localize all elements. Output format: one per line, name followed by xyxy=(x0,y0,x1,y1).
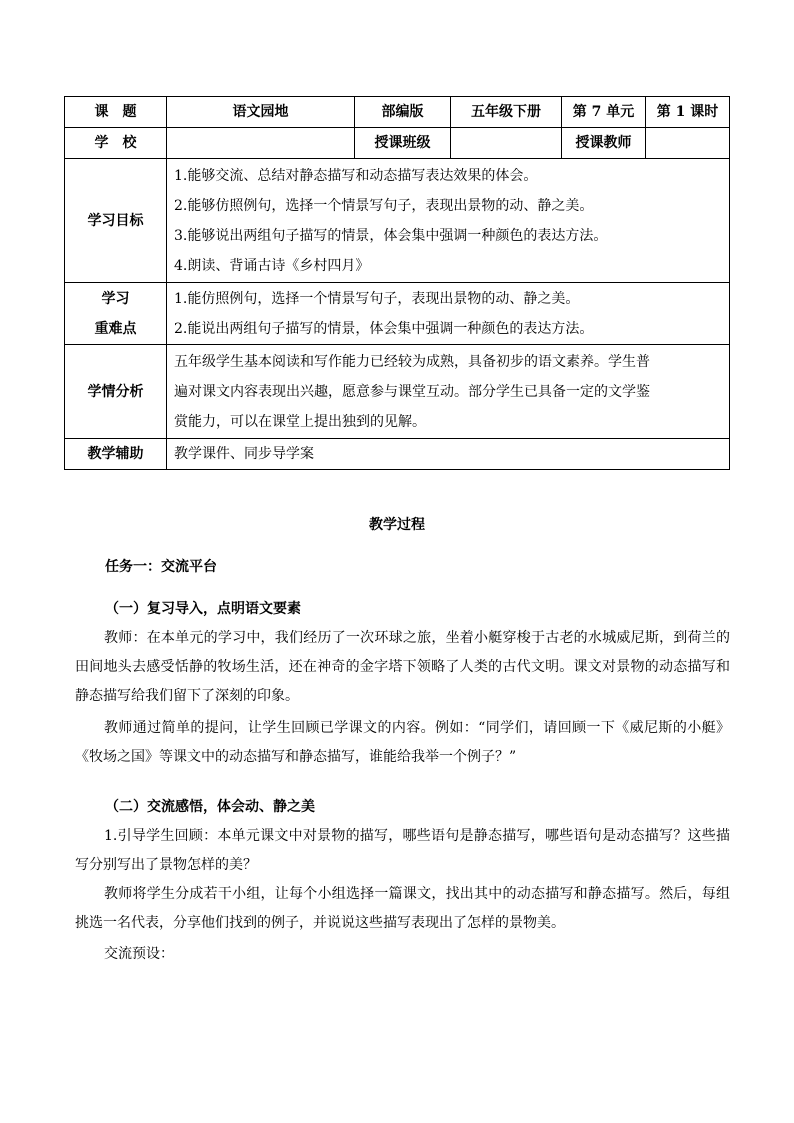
analysis-line: 遍对课文内容表现出兴趣，愿意参与课堂互动。部分学生已具备一定的文学鉴 xyxy=(174,383,650,400)
analysis-content xyxy=(167,345,730,439)
task-heading: 任务一：交流平台 xyxy=(105,559,217,575)
keypoints-label-line1: 学习 xyxy=(101,290,130,307)
school-value xyxy=(167,128,355,159)
analysis-line: 五年级学生基本阅读和写作能力已经较为成熟，具备初步的语文素养。学生普 xyxy=(174,353,650,370)
row-analysis xyxy=(65,345,730,439)
goal-item: 1.能够交流、总结对静态描写和动态描写表达效果的体会。 xyxy=(174,167,538,184)
goals-content xyxy=(167,159,730,283)
aids-label: 教学辅助 xyxy=(65,439,167,470)
teacher-label: 授课教师 xyxy=(562,128,646,159)
goal-item: 2.能够仿照例句，选择一个情景写句子，表现出景物的动、静之美。 xyxy=(174,197,594,214)
grade-value: 五年级下册 xyxy=(451,97,562,128)
paragraph-4: 教师将学生分成若干小组，让每个小组选择一篇课文，找出其中的动态描写和静态描写。然后，每组挑选一名代表，分享他们找到的例子，并说说这些描写表现出了怎样的景物美。 xyxy=(75,886,730,931)
paragraph-1: 教师：在本单元的学习中，我们经历了一次环球之旅，坐着小艇穿梭于古老的水城威尼斯，到荷兰的田间地头去感受恬静的牧场生活，还在神奇的金字塔下领略了人类的古代文明。课文对景物的动态描写和静态描写给我们留下了深刻的印象。 xyxy=(75,630,730,704)
goals-label: 学习目标 xyxy=(65,159,167,283)
paragraph-2: 教师通过简单的提问，让学生回顾已学课文的内容。例如：“同学们，请回顾一下《威尼斯的小艇》《牧场之国》等课文中的动态描写和静态描写，谁能给我举一个例子？” xyxy=(75,720,730,765)
row-topic xyxy=(65,97,730,128)
analysis-line: 赏能力，可以在课堂上提出独到的见解。 xyxy=(174,413,426,430)
goal-item: 4.朗读、背诵古诗《乡村四月》 xyxy=(174,257,370,274)
class-label: 授课班级 xyxy=(355,128,451,159)
topic-value: 语文园地 xyxy=(167,97,355,128)
section-heading-2: （二）交流感悟，体会动、静之美 xyxy=(105,799,315,815)
keypoints-content xyxy=(167,283,730,345)
analysis-label: 学情分析 xyxy=(65,345,167,439)
row-goals xyxy=(65,159,730,283)
row-keypoints xyxy=(65,283,730,345)
class-value xyxy=(451,128,562,159)
section-heading-1: （一）复习导入，点明语文要素 xyxy=(105,601,301,617)
paragraph-5: 交流预设： xyxy=(104,946,174,962)
row-school xyxy=(65,128,730,159)
edition-value: 部编版 xyxy=(355,97,451,128)
aids-value: 教学课件、同步导学案 xyxy=(167,439,730,470)
keypoint-item: 2.能说出两组句子描写的情景，体会集中强调一种颜色的表达方法。 xyxy=(174,320,594,337)
topic-label: 课 题 xyxy=(65,97,167,128)
paragraph-3: 1.引导学生回顾：本单元课文中对景物的描写，哪些语句是静态描写，哪些语句是动态描写？这些描写分别写出了景物怎样的美？ xyxy=(75,828,730,873)
lesson-value: 第 1 课时 xyxy=(646,97,730,128)
unit-value: 第 7 单元 xyxy=(562,97,646,128)
keypoint-item: 1.能仿照例句，选择一个情景写句子，表现出景物的动、静之美。 xyxy=(174,290,580,307)
goal-item: 3.能够说出两组句子描写的情景，体会集中强调一种颜色的表达方法。 xyxy=(174,227,608,244)
keypoints-label xyxy=(65,283,167,345)
lesson-info-table xyxy=(64,96,730,470)
row-aids xyxy=(65,439,730,470)
school-label: 学 校 xyxy=(65,128,167,159)
teacher-value xyxy=(646,128,730,159)
process-title: 教学过程 xyxy=(369,517,425,533)
keypoints-label-line2: 重难点 xyxy=(94,320,137,337)
